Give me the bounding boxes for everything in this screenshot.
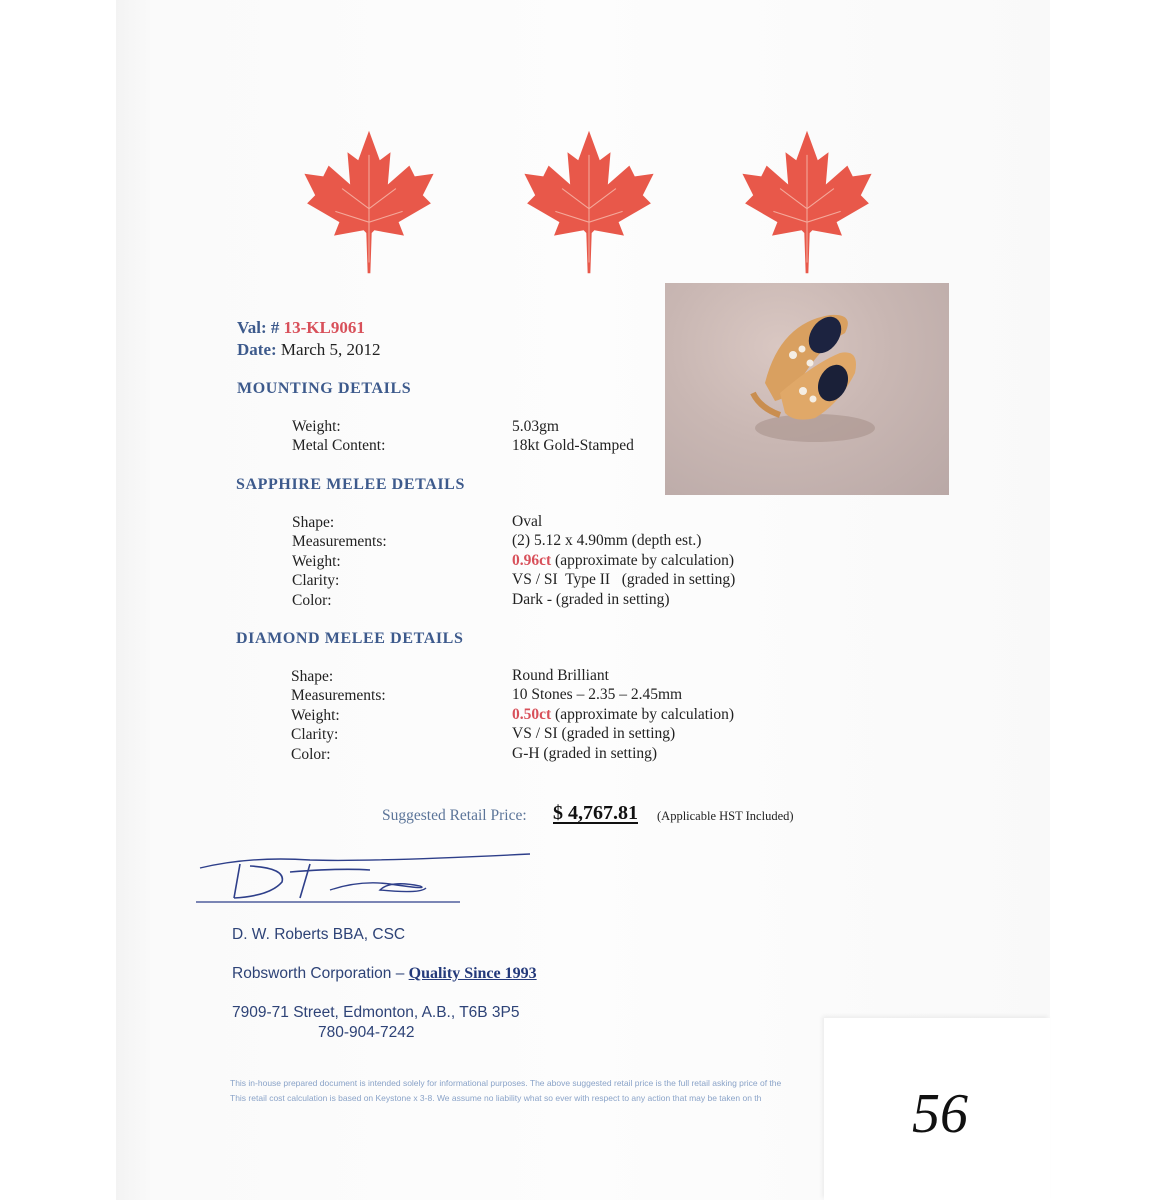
sapphire-shape-value: Oval bbox=[512, 513, 543, 530]
lot-number: 56 bbox=[912, 1083, 968, 1145]
diamond-weight-label: Weight: bbox=[291, 707, 340, 724]
retail-price-value: $ 4,767.81 bbox=[553, 802, 638, 824]
sapphire-color-value: Dark - (graded in setting) bbox=[512, 591, 670, 608]
sapphire-clarity-value: VS / SI Type II (graded in setting) bbox=[512, 571, 736, 588]
metal-content-label: Metal Content: bbox=[292, 437, 386, 454]
sapphire-weight-label: Weight: bbox=[292, 553, 341, 570]
appraiser-signature bbox=[190, 850, 550, 910]
diamond-heading: DIAMOND MELEE DETAILS bbox=[236, 630, 464, 647]
sapphire-weight-value bbox=[512, 552, 734, 570]
sapphire-carat: 0.96ct bbox=[512, 552, 552, 569]
valuation-number bbox=[237, 318, 365, 338]
retail-price-label: Suggested Retail Price: bbox=[382, 807, 527, 824]
date-value: March 5, 2012 bbox=[280, 340, 381, 359]
company-address: 7909-71 Street, Edmonton, A.B., T6B 3P5 bbox=[232, 1004, 520, 1021]
val-hash: # bbox=[270, 318, 280, 337]
diamond-weight-value bbox=[512, 706, 734, 724]
ring-photo bbox=[665, 283, 949, 495]
sapphire-color-label: Color: bbox=[292, 592, 332, 609]
mounting-heading: MOUNTING DETAILS bbox=[237, 380, 412, 397]
sapphire-clarity-label: Clarity: bbox=[292, 572, 340, 589]
retail-price-note: (Applicable HST Included) bbox=[657, 809, 794, 823]
metal-content-value: 18kt Gold-Stamped bbox=[512, 437, 634, 454]
val-label: Val: bbox=[237, 318, 267, 337]
sapphire-shape-label: Shape: bbox=[292, 514, 335, 531]
diamond-measurements-label: Measurements: bbox=[291, 687, 386, 704]
disclaimer-line-2: This retail cost calculation is based on Keystone x 3-8. We assume no liability what so ever with respect to any action that may be taken on th bbox=[230, 1093, 762, 1103]
mounting-weight-value: 5.03gm bbox=[512, 418, 559, 435]
signer-name: D. W. Roberts BBA, CSC bbox=[232, 926, 406, 943]
diamond-measurements-value: 10 Stones – 2.35 – 2.45mm bbox=[512, 686, 683, 703]
diamond-shape-label: Shape: bbox=[291, 668, 334, 685]
sapphire-weight-note: (approximate by calculation) bbox=[555, 552, 735, 569]
maple-leaf-icon bbox=[301, 128, 437, 276]
diamond-clarity-label: Clarity: bbox=[291, 726, 339, 743]
company-tagline: Quality Since 1993 bbox=[408, 965, 537, 982]
diamond-color-value: G-H (graded in setting) bbox=[512, 745, 658, 762]
sapphire-measurements-value: (2) 5.12 x 4.90mm (depth est.) bbox=[512, 532, 702, 549]
diamond-shape-value: Round Brilliant bbox=[512, 667, 609, 684]
diamond-carat: 0.50ct bbox=[512, 706, 552, 723]
maple-leaf-icon bbox=[521, 128, 657, 276]
diamond-clarity-value: VS / SI (graded in setting) bbox=[512, 725, 676, 742]
maple-leaf-icon bbox=[739, 128, 875, 276]
company-line bbox=[232, 965, 537, 983]
date-label: Date: bbox=[237, 340, 277, 359]
sapphire-heading: SAPPHIRE MELEE DETAILS bbox=[236, 476, 465, 493]
diamond-color-label: Color: bbox=[291, 746, 331, 763]
sapphire-measurements-label: Measurements: bbox=[292, 533, 387, 550]
company-name: Robsworth Corporation – bbox=[232, 965, 405, 982]
appraisal-date bbox=[237, 340, 381, 360]
diamond-weight-note: (approximate by calculation) bbox=[555, 706, 735, 723]
company-phone: 780-904-7242 bbox=[318, 1024, 415, 1041]
val-number: 13-KL9061 bbox=[283, 318, 365, 337]
disclaimer-line-1: This in-house prepared document is intended solely for informational purposes. The above suggested retail price is the full retail asking price of the bbox=[230, 1078, 782, 1088]
mounting-weight-label: Weight: bbox=[292, 418, 341, 435]
